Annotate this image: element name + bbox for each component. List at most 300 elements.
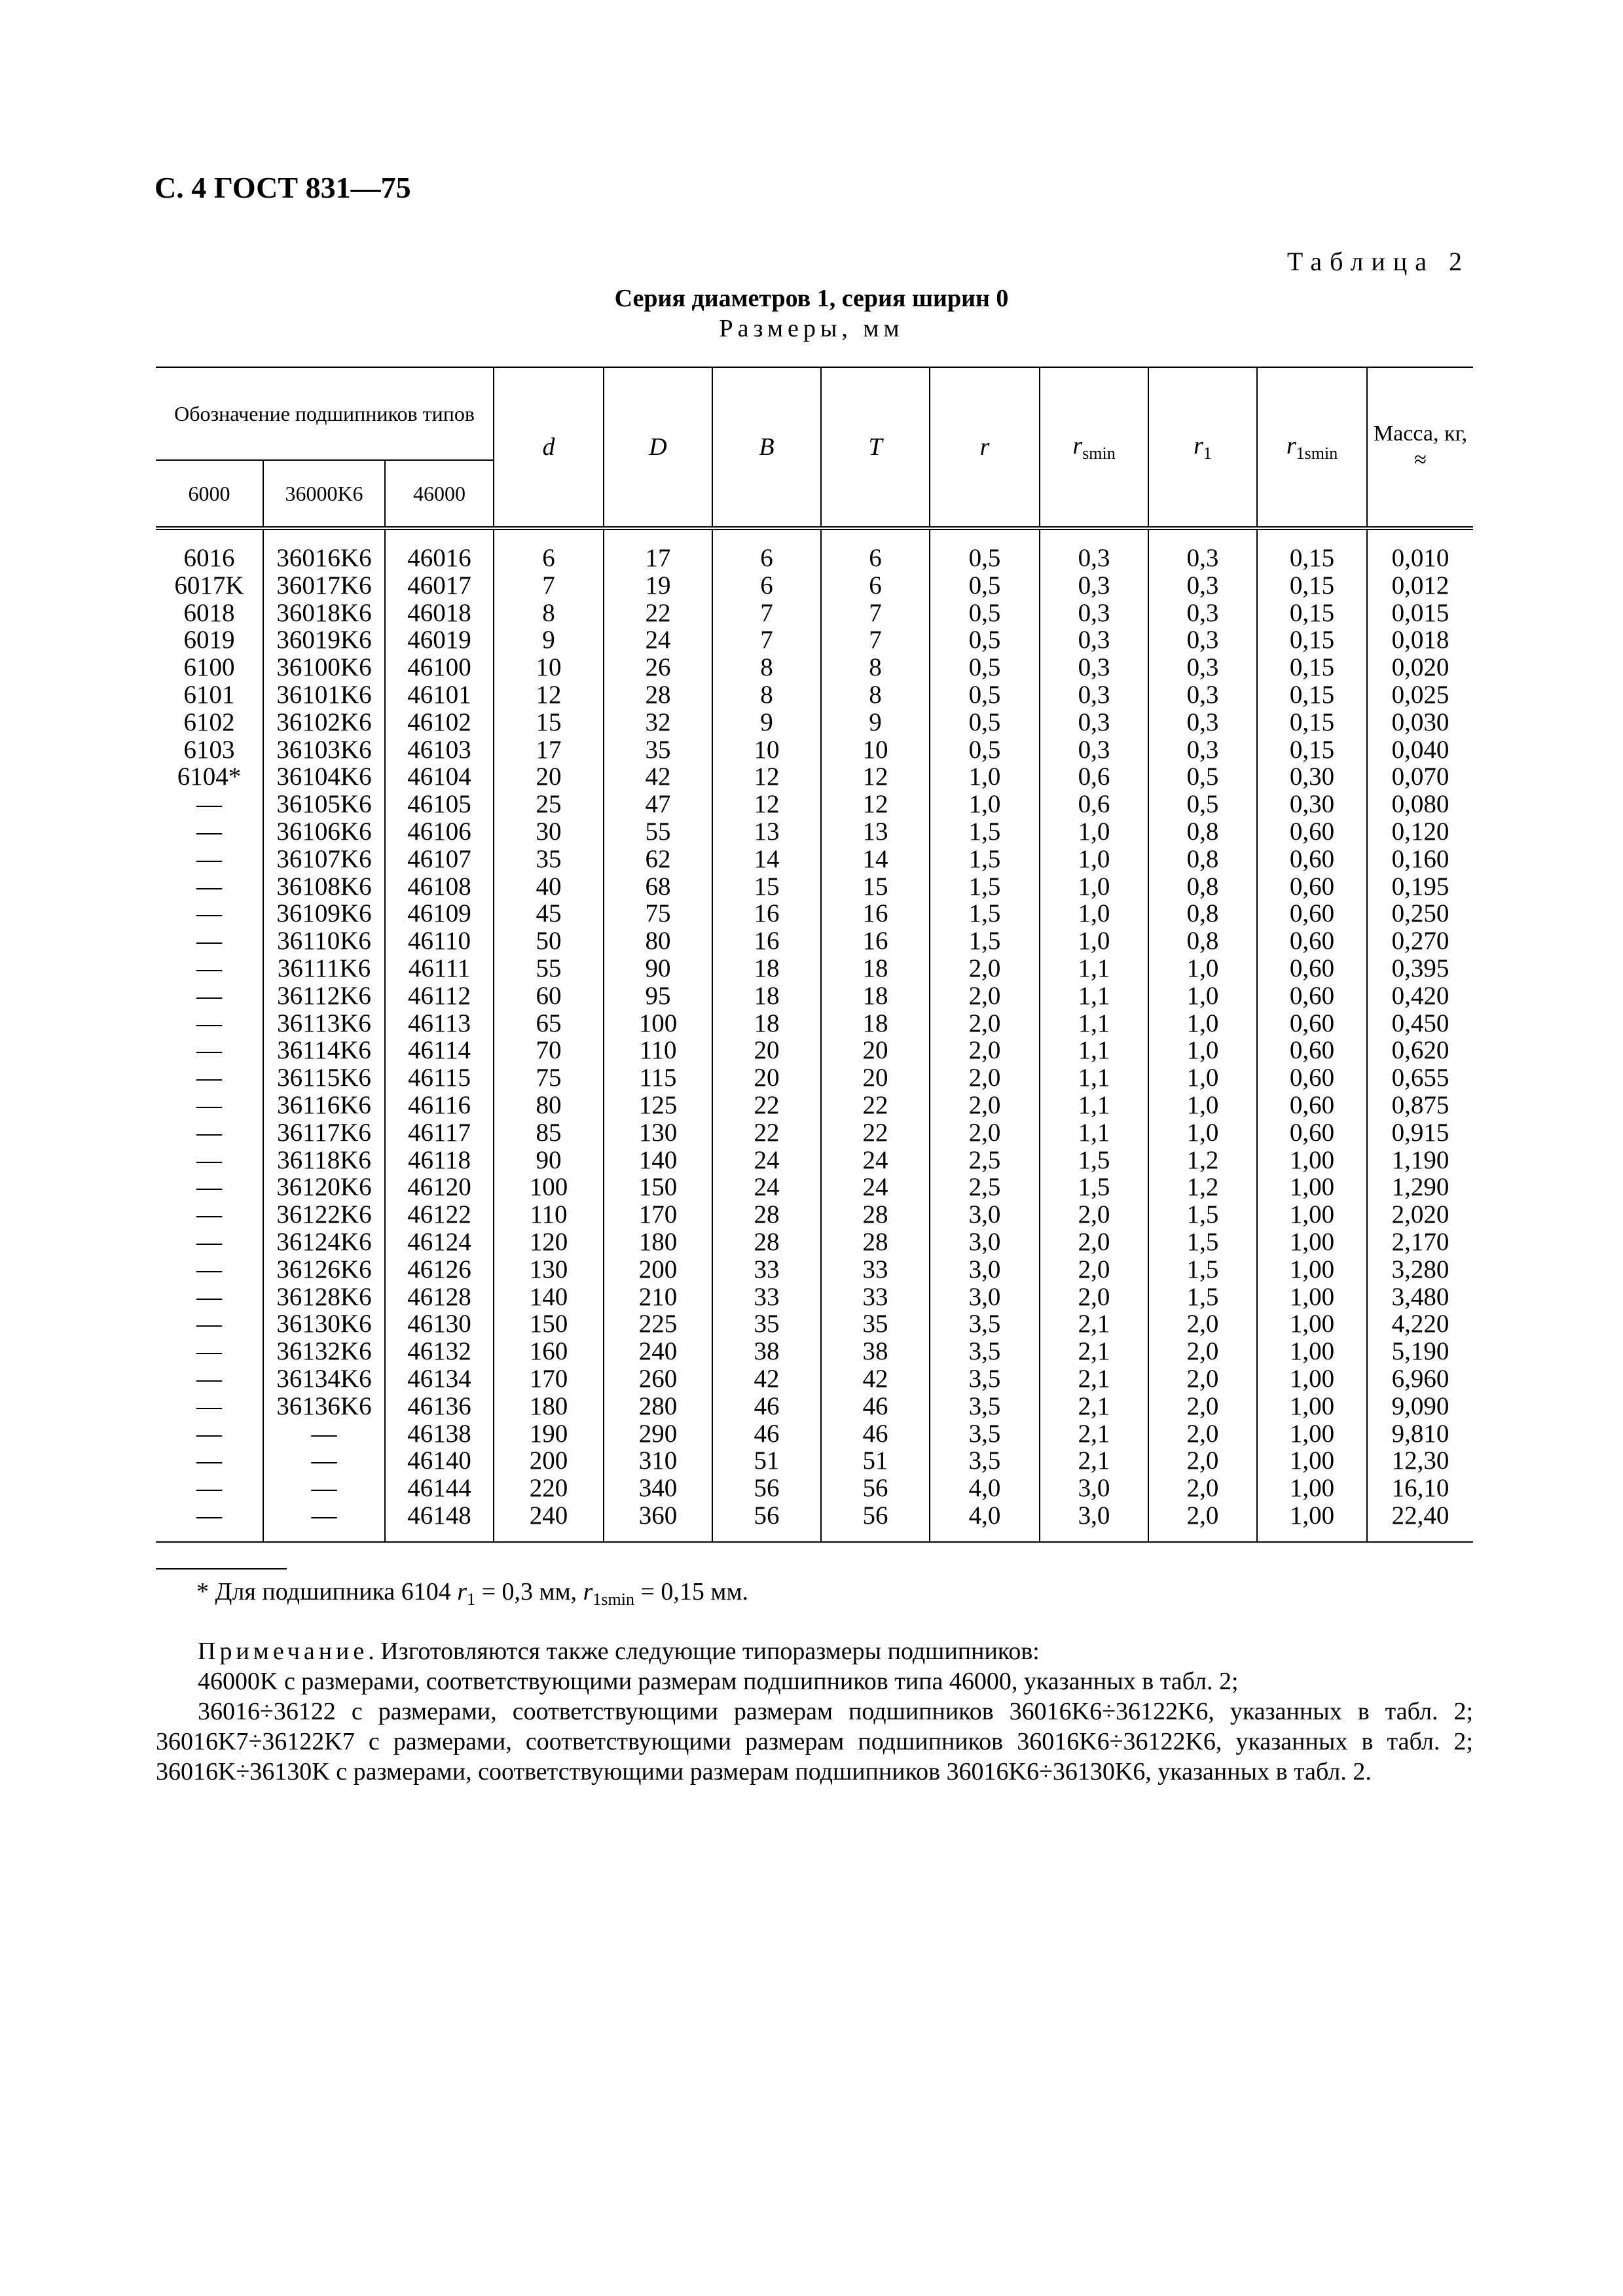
table-cell: — — [263, 1502, 385, 1542]
table-cell: 36130K6 — [263, 1310, 385, 1338]
header-r1: $r_1$ — [1148, 367, 1257, 528]
table-cell: 36116K6 — [263, 1092, 385, 1119]
table-row — [156, 736, 1473, 764]
table-cell: 0,60 — [1257, 982, 1367, 1010]
table-cell: — — [156, 1475, 263, 1502]
table-cell: 1,00 — [1257, 1201, 1367, 1229]
table-cell: 51 — [821, 1447, 930, 1475]
table-cell: 46100 — [385, 654, 494, 681]
table-cell: 46105 — [385, 791, 494, 818]
table-cell: 46120 — [385, 1174, 494, 1201]
table-row — [156, 1338, 1473, 1365]
table-cell: 46148 — [385, 1502, 494, 1542]
table-cell: 0,15 — [1257, 600, 1367, 627]
table-row — [156, 1119, 1473, 1147]
table-cell: 0,15 — [1257, 709, 1367, 736]
table-cell: 3,480 — [1367, 1283, 1473, 1311]
table-cell: 1,00 — [1257, 1475, 1367, 1502]
table-cell: 36109K6 — [263, 900, 385, 927]
table-cell: 46138 — [385, 1420, 494, 1448]
table-cell: 56 — [712, 1475, 821, 1502]
table-row — [156, 846, 1473, 873]
table-cell: 46132 — [385, 1338, 494, 1365]
table-cell: 85 — [494, 1119, 604, 1147]
table-cell: 0,15 — [1257, 654, 1367, 681]
table-cell: 0,30 — [1257, 791, 1367, 818]
table-cell: 1,1 — [1040, 1119, 1148, 1147]
table-cell: 0,3 — [1040, 709, 1148, 736]
table-cell: 0,5 — [930, 736, 1040, 764]
table-row — [156, 1256, 1473, 1283]
table-cell: 0,420 — [1367, 982, 1473, 1010]
table-cell: 180 — [604, 1229, 712, 1256]
table-cell: 56 — [821, 1502, 930, 1542]
table-cell: 46112 — [385, 982, 494, 1010]
table-cell: 7 — [712, 600, 821, 627]
table-cell: 1,0 — [1148, 982, 1257, 1010]
table-cell: 5,190 — [1367, 1338, 1473, 1365]
table-cell: 22,40 — [1367, 1502, 1473, 1542]
header-r: r — [930, 367, 1040, 528]
table-cell: — — [156, 1447, 263, 1475]
header-type-6000: 6000 — [156, 460, 263, 528]
table-cell: 36105K6 — [263, 791, 385, 818]
table-row — [156, 681, 1473, 709]
table-cell: 6018 — [156, 600, 263, 627]
table-cell: 1,0 — [1148, 1010, 1257, 1037]
table-cell: 9,090 — [1367, 1393, 1473, 1420]
table-cell: 95 — [604, 982, 712, 1010]
table-cell: — — [156, 927, 263, 955]
table-cell: — — [156, 955, 263, 982]
table-cell: 260 — [604, 1365, 712, 1393]
table-cell: 12,30 — [1367, 1447, 1473, 1475]
header-d: d — [494, 367, 604, 528]
table-cell: 46106 — [385, 818, 494, 846]
table-subtitle: Размеры, мм — [719, 315, 904, 342]
table-cell: 38 — [821, 1338, 930, 1365]
table-cell: 80 — [604, 927, 712, 955]
table-cell: 120 — [494, 1229, 604, 1256]
table-cell: 13 — [821, 818, 930, 846]
table-cell: 9 — [821, 709, 930, 736]
table-cell: — — [263, 1420, 385, 1448]
table-cell: 125 — [604, 1092, 712, 1119]
table-cell: 0,5 — [930, 681, 1040, 709]
table-cell: 20 — [821, 1037, 930, 1064]
table-cell: 0,020 — [1367, 654, 1473, 681]
table-cell: 42 — [821, 1365, 930, 1393]
table-cell: 360 — [604, 1502, 712, 1542]
table-cell: 2,0 — [930, 982, 1040, 1010]
table-cell: 7 — [821, 626, 930, 654]
table-cell: 3,5 — [930, 1447, 1040, 1475]
page-header: С. 4 ГОСТ 831—75 — [155, 171, 411, 204]
table-cell: 42 — [712, 1365, 821, 1393]
table-cell: 2,0 — [1148, 1420, 1257, 1448]
table-cell: 46018 — [385, 600, 494, 627]
table-cell: 1,00 — [1257, 1502, 1367, 1542]
table-row — [156, 1420, 1473, 1448]
table-cell: 36106K6 — [263, 818, 385, 846]
table-cell: 2,0 — [1148, 1338, 1257, 1365]
table-cell: 36104K6 — [263, 763, 385, 791]
table-cell: 16 — [712, 927, 821, 955]
table-cell: 1,00 — [1257, 1147, 1367, 1174]
table-cell: 6 — [821, 572, 930, 600]
table-cell: 0,3 — [1148, 626, 1257, 654]
table-cell: 0,8 — [1148, 873, 1257, 901]
table-cell: 2,0 — [930, 1119, 1040, 1147]
table-cell: 2,0 — [1040, 1283, 1148, 1311]
table-cell: 1,0 — [1040, 818, 1148, 846]
table-cell: 18 — [712, 982, 821, 1010]
table-cell: 1,00 — [1257, 1310, 1367, 1338]
table-cell: 1,00 — [1257, 1420, 1367, 1448]
table-cell: 36120K6 — [263, 1174, 385, 1201]
table-cell: 46110 — [385, 927, 494, 955]
table-cell: 2,0 — [1148, 1502, 1257, 1542]
table-cell: 240 — [494, 1502, 604, 1542]
table-cell: 2,0 — [1148, 1310, 1257, 1338]
table-cell: 14 — [712, 846, 821, 873]
table-cell: 47 — [604, 791, 712, 818]
table-cell: 150 — [494, 1310, 604, 1338]
table-cell: 0,5 — [1148, 791, 1257, 818]
table-cell: 12 — [821, 791, 930, 818]
table-cell: 2,0 — [1148, 1365, 1257, 1393]
table-cell: — — [156, 1393, 263, 1420]
header-T: T — [821, 367, 930, 528]
table-cell: 16,10 — [1367, 1475, 1473, 1502]
table-cell: 70 — [494, 1037, 604, 1064]
table-cell: 36107K6 — [263, 846, 385, 873]
table-cell: 2,1 — [1040, 1393, 1148, 1420]
table-cell: 9,810 — [1367, 1420, 1473, 1448]
table-cell: 2,1 — [1040, 1447, 1148, 1475]
table-cell: 12 — [494, 681, 604, 709]
table-row — [156, 1283, 1473, 1311]
table-cell: 0,040 — [1367, 736, 1473, 764]
table-cell: 6103 — [156, 736, 263, 764]
table-cell: 25 — [494, 791, 604, 818]
table-cell: 35 — [821, 1310, 930, 1338]
table-row — [156, 791, 1473, 818]
table-cell: 0,5 — [930, 572, 1040, 600]
table-cell: 36111K6 — [263, 955, 385, 982]
table-cell: 1,0 — [930, 791, 1040, 818]
table-cell: 46103 — [385, 736, 494, 764]
table-cell: 1,0 — [1148, 955, 1257, 982]
table-cell: 6101 — [156, 681, 263, 709]
table-cell: 0,6 — [1040, 791, 1148, 818]
table-cell: 7 — [821, 600, 930, 627]
table-cell: 46144 — [385, 1475, 494, 1502]
table-row — [156, 600, 1473, 627]
note-intro: . Изготовляются также следующие типоразмеры подшипников: — [368, 1638, 1040, 1665]
table-cell: 1,1 — [1040, 1092, 1148, 1119]
table-cell: 17 — [494, 736, 604, 764]
table-cell: 12 — [821, 763, 930, 791]
table-cell: 7 — [712, 626, 821, 654]
table-cell: 56 — [712, 1502, 821, 1542]
table-cell: 1,5 — [930, 818, 1040, 846]
table-cell: 100 — [604, 1010, 712, 1037]
table-cell: 1,0 — [1040, 873, 1148, 901]
table-cell: 0,3 — [1040, 528, 1148, 572]
table-cell: 6 — [821, 528, 930, 572]
table-cell: 1,0 — [1148, 1037, 1257, 1064]
table-cell: 20 — [494, 763, 604, 791]
table-cell: 1,0 — [1148, 1092, 1257, 1119]
table-cell: 16 — [821, 927, 930, 955]
table-cell: 46016 — [385, 528, 494, 572]
table-cell: 1,00 — [1257, 1393, 1367, 1420]
table-row — [156, 626, 1473, 654]
table-cell: 0,3 — [1148, 528, 1257, 572]
table-cell: 0,030 — [1367, 709, 1473, 736]
table-cell: 0,025 — [1367, 681, 1473, 709]
table-cell: — — [156, 1147, 263, 1174]
table-cell: 18 — [712, 1010, 821, 1037]
table-cell: 18 — [712, 955, 821, 982]
table-cell: 35 — [494, 846, 604, 873]
table-cell: 10 — [712, 736, 821, 764]
table-row — [156, 818, 1473, 846]
table-cell: 1,0 — [1148, 1119, 1257, 1147]
table-cell: 0,120 — [1367, 818, 1473, 846]
table-cell: — — [156, 1119, 263, 1147]
table-cell: 0,3 — [1040, 681, 1148, 709]
table-cell: 0,3 — [1148, 709, 1257, 736]
table-cell: 30 — [494, 818, 604, 846]
table-cell: 46104 — [385, 763, 494, 791]
header-mass: Масса, кг, ≈ — [1367, 367, 1473, 528]
table-cell: — — [156, 791, 263, 818]
table-cell: 0,3 — [1040, 654, 1148, 681]
table-cell: 180 — [494, 1393, 604, 1420]
table-cell: 110 — [494, 1201, 604, 1229]
table-cell: 200 — [494, 1447, 604, 1475]
table-cell: 35 — [712, 1310, 821, 1338]
note-paragraph: 36016÷36122 с размерами, соответствующими размерам подшипников 36016K6÷36122K6, указанных в табл. 2; 36016K7÷36122K7 с размерами, соответствующими размерам подшипников 36016K6÷36122K6, указанных в табл. 2; 36016K÷36130K с размерами, соответствующими размерам подшипников 36016K6÷36130K6, указанных в табл. 2. — [156, 1698, 1473, 1785]
table-cell: 65 — [494, 1010, 604, 1037]
table-cell: 2,0 — [930, 955, 1040, 982]
table-label: Таблица 2 — [1286, 247, 1470, 276]
table-cell: 2,0 — [930, 1064, 1040, 1092]
table-cell: 10 — [494, 654, 604, 681]
table-cell: 22 — [821, 1119, 930, 1147]
note-line-1: 46000K с размерами, соответствующими размерам подшипников типа 46000, указанных в табл. 2; — [198, 1668, 1239, 1695]
table-cell: 160 — [494, 1338, 604, 1365]
table-row — [156, 1475, 1473, 1502]
table-row — [156, 900, 1473, 927]
table-row — [156, 1174, 1473, 1201]
header-type-36000K6: 36000K6 — [263, 460, 385, 528]
table-cell: 0,8 — [1148, 900, 1257, 927]
table-cell: 0,018 — [1367, 626, 1473, 654]
table-cell: — — [263, 1447, 385, 1475]
table-row — [156, 1365, 1473, 1393]
table-cell: 6104* — [156, 763, 263, 791]
table-cell: 22 — [604, 600, 712, 627]
table-row — [156, 763, 1473, 791]
table-cell: 26 — [604, 654, 712, 681]
table-cell: 56 — [821, 1475, 930, 1502]
table-cell: 24 — [712, 1174, 821, 1201]
table-cell: 0,30 — [1257, 763, 1367, 791]
table-cell: 340 — [604, 1475, 712, 1502]
table-cell: 3,280 — [1367, 1256, 1473, 1283]
bearing-dimensions-table — [156, 367, 1473, 1543]
table-cell: 36115K6 — [263, 1064, 385, 1092]
table-cell: 13 — [712, 818, 821, 846]
table-cell: 38 — [712, 1338, 821, 1365]
table-cell: 3,0 — [930, 1201, 1040, 1229]
table-cell: 28 — [821, 1229, 930, 1256]
table-cell: 0,15 — [1257, 528, 1367, 572]
table-cell: — — [156, 1010, 263, 1037]
table-cell: — — [156, 1174, 263, 1201]
table-cell: 3,0 — [930, 1283, 1040, 1311]
table-cell: 0,3 — [1040, 572, 1148, 600]
table-cell: 17 — [604, 528, 712, 572]
table-cell: 8 — [821, 681, 930, 709]
table-cell: — — [156, 1092, 263, 1119]
table-cell: 3,5 — [930, 1338, 1040, 1365]
table-cell: 36126K6 — [263, 1256, 385, 1283]
table-cell: 2,1 — [1040, 1365, 1148, 1393]
table-cell: 2,1 — [1040, 1338, 1148, 1365]
table-cell: 1,5 — [930, 900, 1040, 927]
table-cell: 18 — [821, 955, 930, 982]
header-type-46000: 46000 — [385, 460, 494, 528]
table-cell: 24 — [604, 626, 712, 654]
table-cell: 3,0 — [1040, 1475, 1148, 1502]
table-title: Серия диаметров 1, серия ширин 0 — [614, 285, 1009, 312]
table-cell: 46101 — [385, 681, 494, 709]
table-cell: 2,1 — [1040, 1420, 1148, 1448]
table-cell: 80 — [494, 1092, 604, 1119]
table-cell: 290 — [604, 1420, 712, 1448]
header-r1-smin: $r_{1smin}$ — [1257, 367, 1367, 528]
table-cell: 16 — [712, 900, 821, 927]
table-cell: 8 — [712, 681, 821, 709]
table-cell: 310 — [604, 1447, 712, 1475]
table-cell: 0,60 — [1257, 873, 1367, 901]
table-cell: 36136K6 — [263, 1393, 385, 1420]
table-cell: 100 — [494, 1174, 604, 1201]
table-cell: 46118 — [385, 1147, 494, 1174]
table-cell: 0,395 — [1367, 955, 1473, 982]
table-cell: 8 — [821, 654, 930, 681]
note-block — [156, 1636, 1473, 1787]
table-cell: 20 — [821, 1064, 930, 1092]
table-cell: 1,5 — [930, 846, 1040, 873]
table-cell: 2,0 — [930, 1010, 1040, 1037]
table-cell: 140 — [494, 1283, 604, 1311]
table-cell: 1,00 — [1257, 1229, 1367, 1256]
table-cell: 46128 — [385, 1283, 494, 1311]
table-cell: 9 — [712, 709, 821, 736]
table-cell: 15 — [712, 873, 821, 901]
table-cell: 46124 — [385, 1229, 494, 1256]
table-row — [156, 873, 1473, 901]
table-cell: 1,0 — [1040, 927, 1148, 955]
table-cell: 46107 — [385, 846, 494, 873]
table-cell: 2,0 — [1040, 1256, 1148, 1283]
table-cell: 2,0 — [1148, 1447, 1257, 1475]
table-cell: 0,080 — [1367, 791, 1473, 818]
table-cell: — — [156, 1256, 263, 1283]
table-cell: 6019 — [156, 626, 263, 654]
table-row — [156, 1147, 1473, 1174]
table-cell: 24 — [821, 1174, 930, 1201]
table-cell: 36117K6 — [263, 1119, 385, 1147]
table-cell: 36114K6 — [263, 1037, 385, 1064]
table-cell: 170 — [604, 1201, 712, 1229]
table-cell: — — [156, 1338, 263, 1365]
table-cell: 50 — [494, 927, 604, 955]
table-row — [156, 528, 1473, 572]
table-cell: 0,60 — [1257, 1064, 1367, 1092]
table-cell: 33 — [821, 1283, 930, 1311]
table-cell: 1,0 — [930, 763, 1040, 791]
table-cell: 200 — [604, 1256, 712, 1283]
table-cell: 16 — [821, 900, 930, 927]
table-cell: 2,0 — [1148, 1393, 1257, 1420]
table-cell: 1,1 — [1040, 955, 1148, 982]
table-cell: 1,00 — [1257, 1256, 1367, 1283]
table-row — [156, 1064, 1473, 1092]
table-cell: 0,3 — [1148, 681, 1257, 709]
table-cell: 36103K6 — [263, 736, 385, 764]
table-cell: — — [156, 900, 263, 927]
table-cell: 46122 — [385, 1201, 494, 1229]
table-cell: 55 — [494, 955, 604, 982]
table-cell: 46130 — [385, 1310, 494, 1338]
table-cell: 60 — [494, 982, 604, 1010]
table-cell: 18 — [821, 1010, 930, 1037]
table-cell: 62 — [604, 846, 712, 873]
table-cell: 46 — [821, 1420, 930, 1448]
table-cell: 0,8 — [1148, 927, 1257, 955]
table-cell: 1,5 — [930, 927, 1040, 955]
table-cell: 36101K6 — [263, 681, 385, 709]
table-cell: 0,875 — [1367, 1092, 1473, 1119]
table-cell: 46113 — [385, 1010, 494, 1037]
table-cell: 12 — [712, 791, 821, 818]
table-cell: 40 — [494, 873, 604, 901]
table-cell: 20 — [712, 1037, 821, 1064]
table-row — [156, 572, 1473, 600]
footnote-rule — [156, 1568, 287, 1570]
table-cell: 0,620 — [1367, 1037, 1473, 1064]
table-cell: 3,0 — [930, 1256, 1040, 1283]
table-cell: 1,0 — [1040, 900, 1148, 927]
table-cell: 140 — [604, 1147, 712, 1174]
table-cell: 6 — [494, 528, 604, 572]
table-cell: 0,8 — [1148, 846, 1257, 873]
table-cell: 3,0 — [930, 1229, 1040, 1256]
table-cell: 1,0 — [1148, 1064, 1257, 1092]
table-cell: 1,1 — [1040, 1010, 1148, 1037]
table-cell: 36108K6 — [263, 873, 385, 901]
table-cell: 10 — [821, 736, 930, 764]
table-row — [156, 1393, 1473, 1420]
table-cell: 130 — [494, 1256, 604, 1283]
table-cell: 28 — [821, 1201, 930, 1229]
